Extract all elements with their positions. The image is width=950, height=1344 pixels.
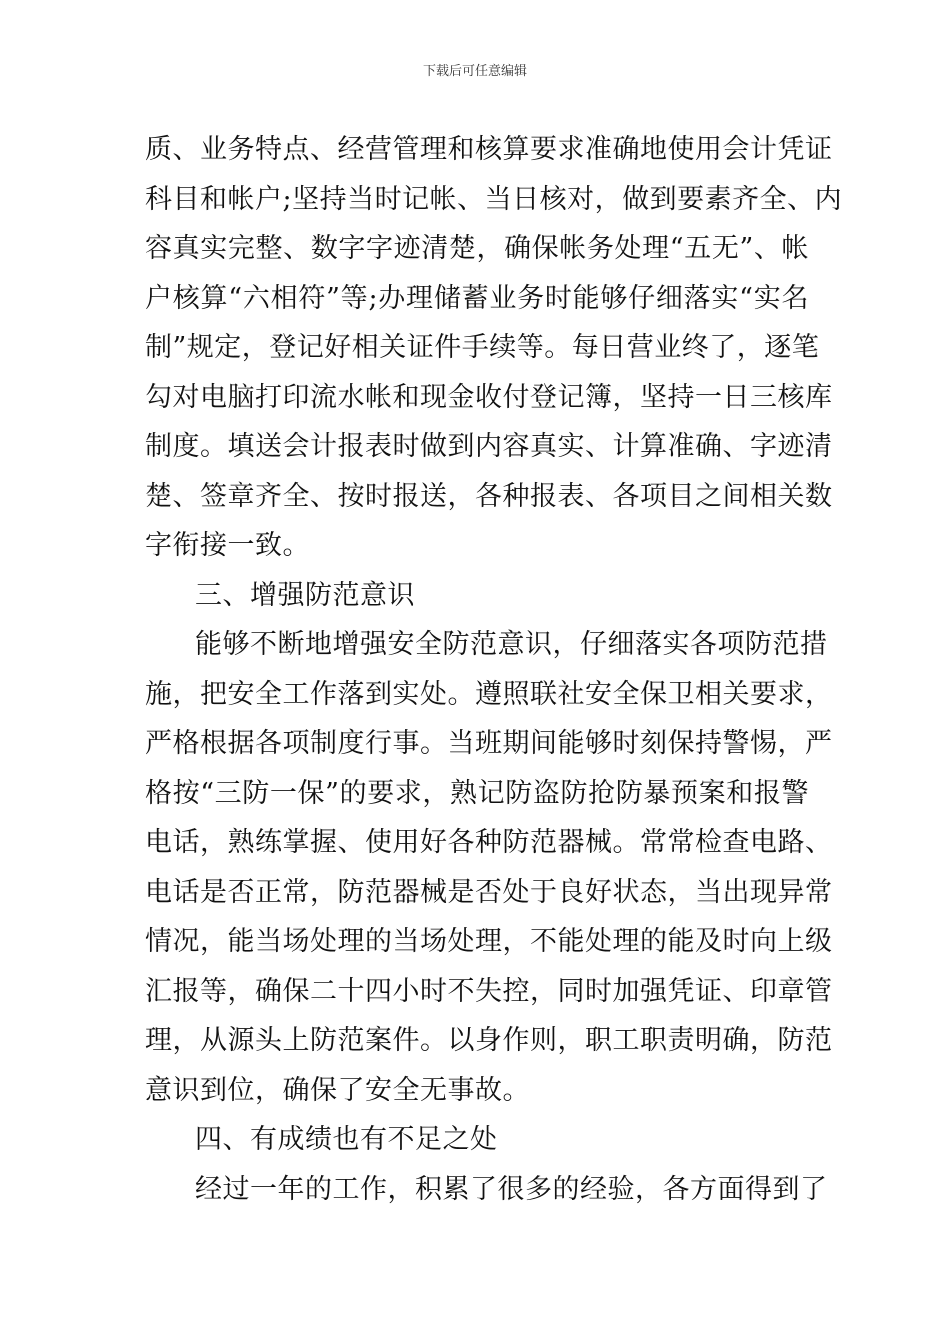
paragraph-line: 户核算“六相符”等;办理储蓄业务时能够仔细落实“实名	[145, 282, 809, 314]
section-heading-4: 四、有成绩也有不足之处	[195, 1124, 498, 1155]
paragraph-line: 经过一年的工作，积累了很多的经验，各方面得到了	[195, 1173, 828, 1205]
paragraph-line: 制”规定，登记好相关证件手续等。每日营业终了，逐笔	[145, 332, 820, 363]
paragraph-line: 格按“三防一保”的要求，熟记防盗防抢防暴预案和报警	[145, 777, 809, 809]
paragraph-line: 意识到位，确保了安全无事故。	[145, 1074, 530, 1106]
paragraph-line: 楚、签章齐全、按时报送，各种报表、各项目之间相关数	[145, 480, 833, 512]
paragraph-line: 质、业务特点、经营管理和核算要求准确地使用会计凭证	[145, 134, 833, 165]
paragraph-line: 字衔接一致。	[145, 530, 310, 561]
paragraph-line: 电话是否正常，防范器械是否处于良好状态，当出现异常	[145, 876, 833, 908]
paragraph-line: 施，把安全工作落到实处。遵照联社安全保卫相关要求，	[145, 678, 833, 710]
paragraph-line: 严格根据各项制度行事。当班期间能够时刻保持警惕，严	[145, 728, 833, 759]
paragraph-line: 制度。填送会计报表时做到内容真实、计算准确、字迹清	[145, 431, 833, 462]
paragraph-line: 勾对电脑打印流水帐和现金收付登记簿，坚持一日三核库	[145, 381, 833, 413]
paragraph-line: 情况，能当场处理的当场处理，不能处理的能及时向上级	[145, 926, 833, 957]
page-header-note: 下载后可任意编辑	[422, 64, 527, 79]
paragraph-line: 汇报等，确保二十四小时不失控，同时加强凭证、印章管	[145, 975, 833, 1007]
paragraph-line: 能够不断地增强安全防范意识，仔细落实各项防范措	[195, 629, 828, 660]
paragraph-line: 科目和帐户;坚持当时记帐、当日核对，做到要素齐全、内	[145, 183, 843, 215]
paragraph-line: 电话，熟练掌握、使用好各种防范器械。常常检查电路、	[145, 827, 833, 858]
section-heading-3: 三、增强防范意识	[195, 579, 415, 611]
paragraph-line: 理，从源头上防范案件。以身作则，职工职责明确，防范	[145, 1025, 833, 1056]
paragraph-line: 容真实完整、数字字迹清楚，确保帐务处理“五无”、帐	[145, 233, 809, 264]
document-body	[145, 125, 843, 1214]
